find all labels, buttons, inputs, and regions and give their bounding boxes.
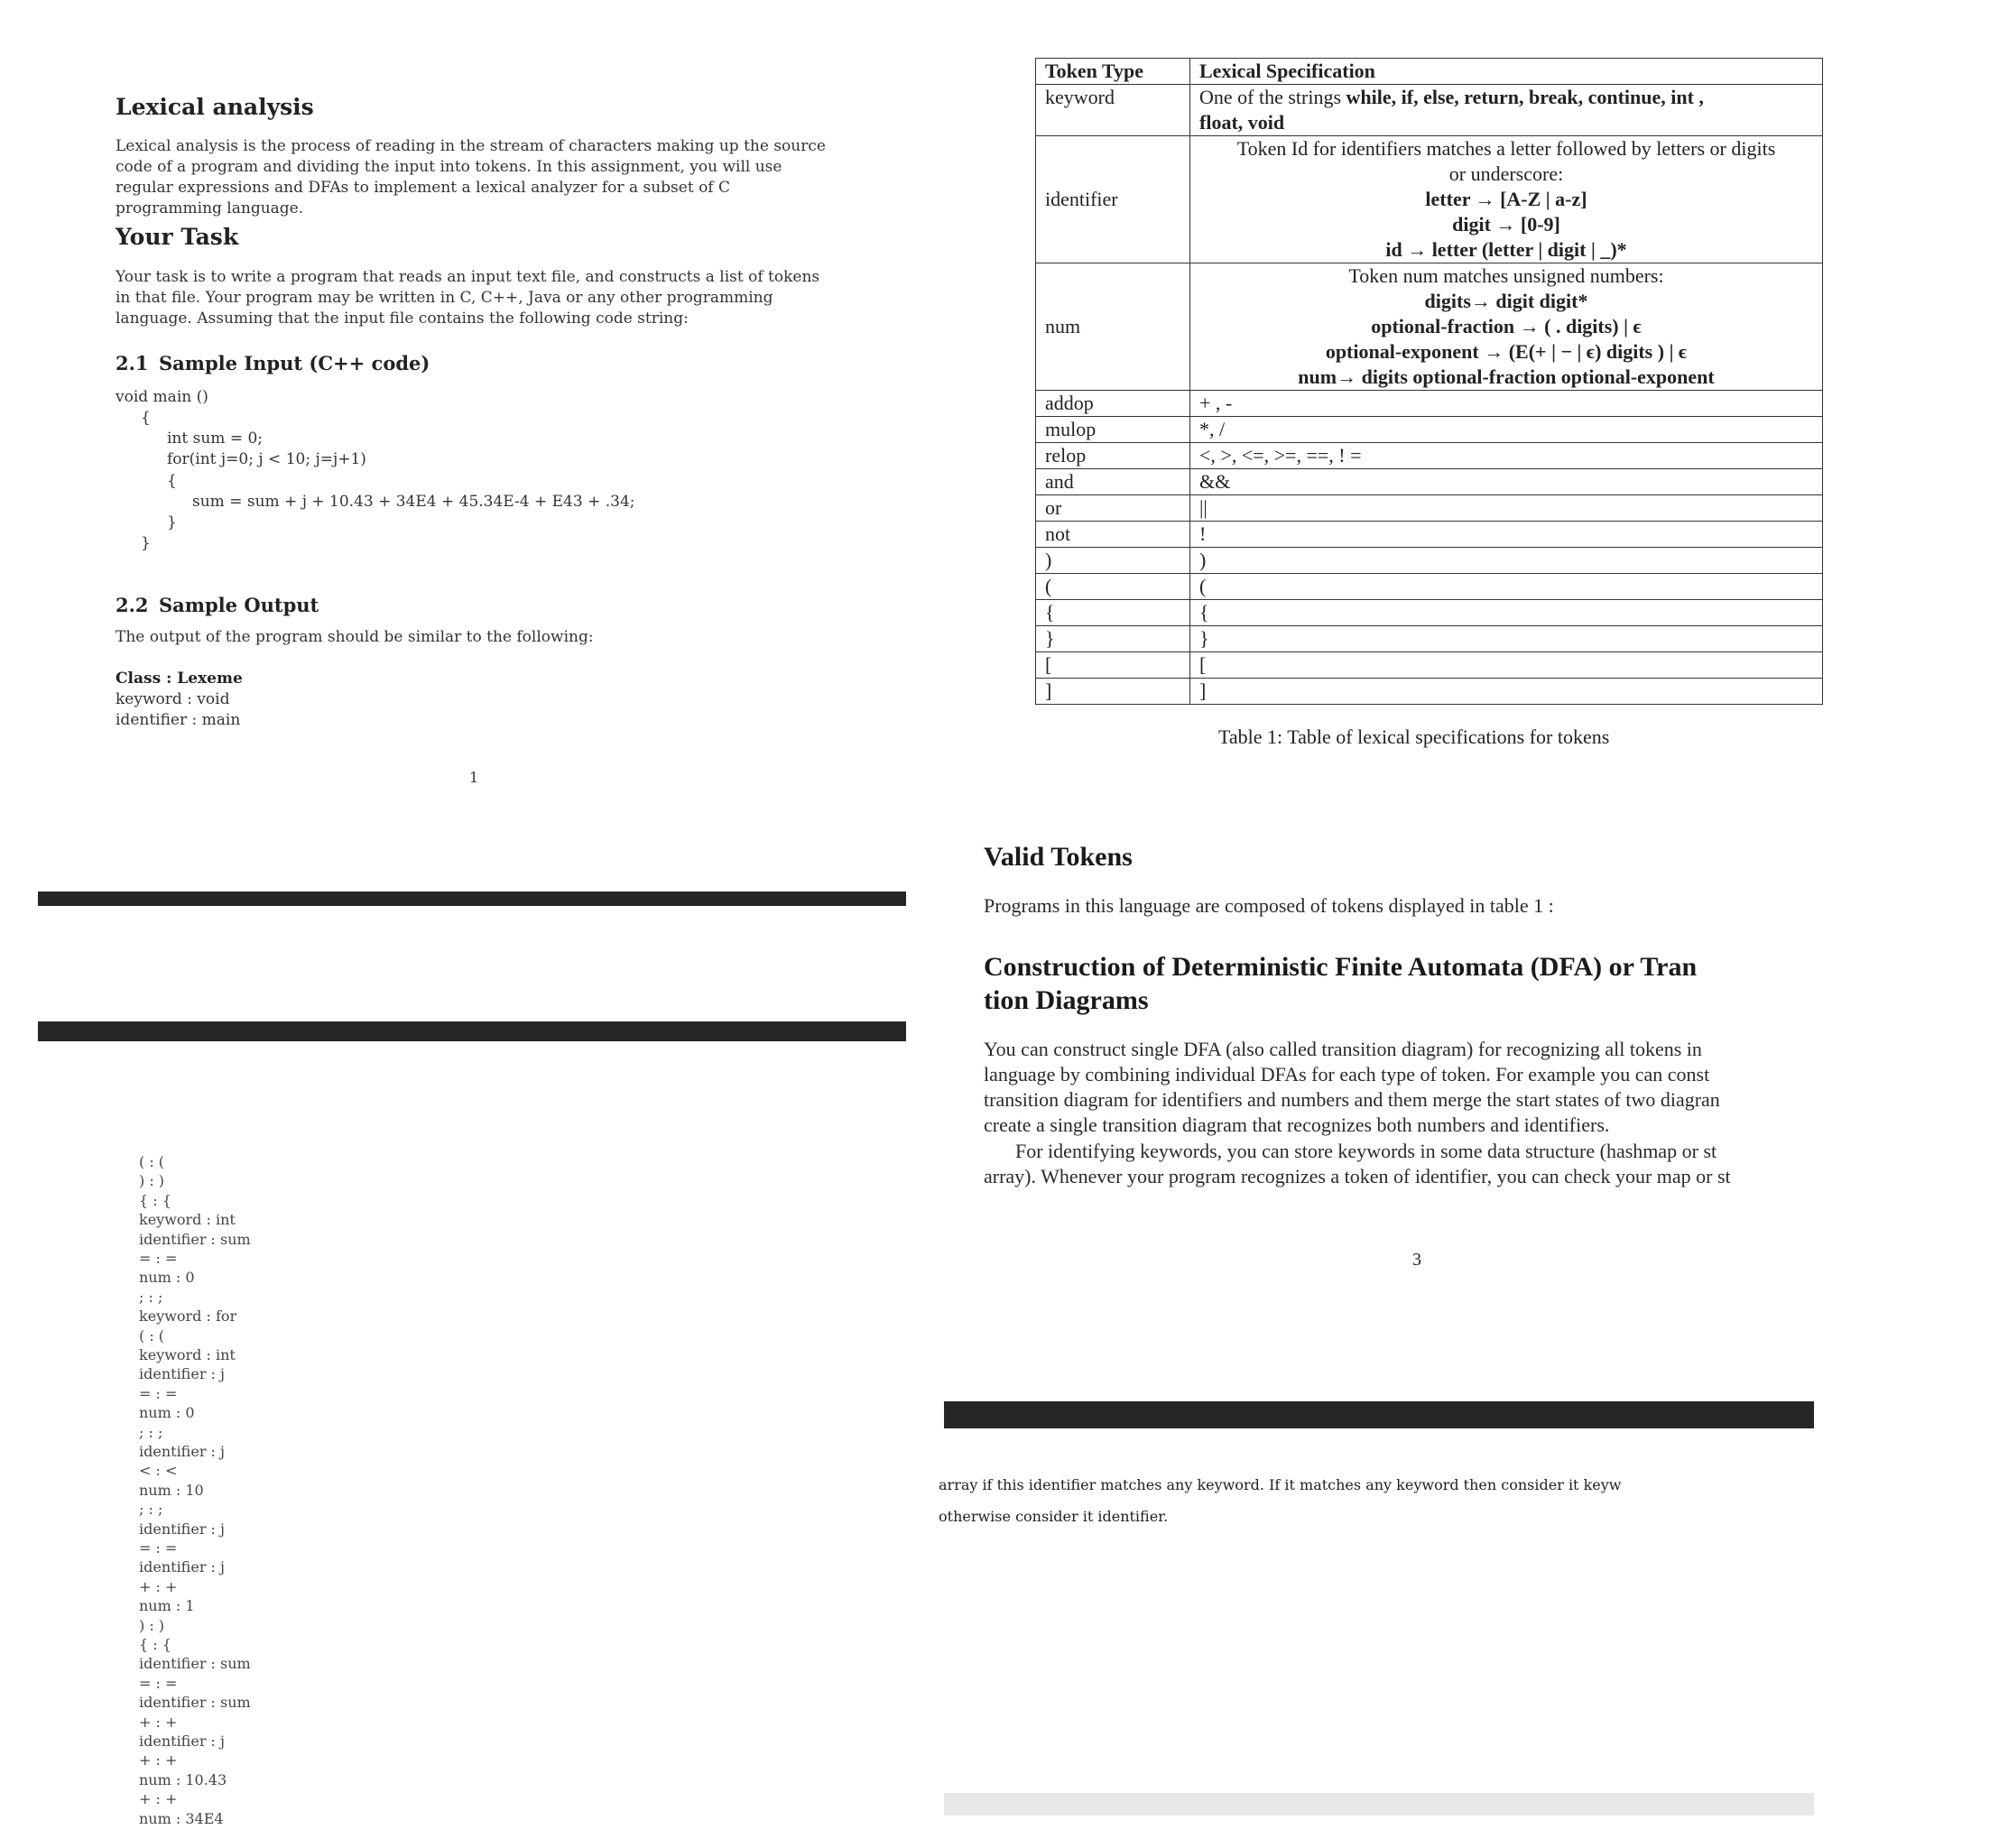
token-output-line: + : + [139, 1577, 178, 1595]
token-output-line: + : + [139, 1751, 178, 1769]
dfa-paragraph-line: transition diagram for identifiers and numbers and them merge the start states of two diagran [984, 1088, 1720, 1111]
section-title-your-task: Your Task [116, 224, 239, 250]
header-token-type: Token Type [1036, 59, 1190, 85]
section-title-lexical-analysis: Lexical analysis [116, 94, 314, 120]
table-row [1036, 600, 1823, 626]
token-type-cell: not [1036, 522, 1190, 548]
spec-cell: ( [1190, 574, 1823, 600]
spec-keywords: while, if, else, return, break, continue, int , [1346, 86, 1704, 108]
token-output-line: num : 0 [139, 1404, 195, 1422]
dfa-paragraph-line: create a single transition diagram that recognizes both numbers and identifiers. [984, 1113, 1610, 1136]
token-output-line: identifier : j [139, 1732, 225, 1750]
token-type-cell: or [1036, 495, 1190, 522]
page-number: 3 [1412, 1250, 1421, 1270]
spec-text: One of the strings [1199, 86, 1342, 108]
table-row [1036, 391, 1823, 417]
page-4 [939, 1462, 1814, 1823]
dfa-paragraph-line: language by combining individual DFAs for each type of token. For example you can const [984, 1063, 1710, 1086]
section-title-dfa [984, 950, 1697, 1017]
token-output-line: num : 0 [139, 1269, 195, 1287]
token-output-line: = : = [139, 1674, 178, 1692]
paragraph-line: otherwise consider it identifier. [939, 1508, 1169, 1525]
token-output-line: num : 10 [139, 1481, 204, 1499]
token-output-line: identifier : sum [139, 1230, 251, 1248]
token-type-cell: ( [1036, 574, 1190, 600]
token-output-line: identifier : j [139, 1558, 225, 1576]
token-output-line: = : = [139, 1250, 178, 1267]
token-output-line: { : { [139, 1636, 171, 1653]
section-title-valid-tokens: Valid Tokens [984, 842, 1133, 872]
token-type-cell: } [1036, 626, 1190, 652]
page-1 [0, 0, 911, 889]
table-row [1036, 136, 1823, 263]
token-output-line: { : { [139, 1191, 171, 1209]
spec-cell: <, >, <=, >=, ==, ! = [1190, 443, 1823, 469]
subsection-number: 2.1 [116, 352, 149, 374]
heading-line: tion Diagrams [984, 985, 1149, 1015]
output-header: Class : Lexeme [116, 670, 243, 688]
spec-cell: ] [1190, 679, 1823, 705]
token-type-cell: and [1036, 469, 1190, 495]
table-row [1036, 417, 1823, 443]
table-row [1036, 443, 1823, 469]
subsection-sample-output [116, 594, 319, 616]
code-line: { [167, 472, 177, 490]
page-separator-bar [944, 1401, 1814, 1428]
token-output-line: < : < [139, 1462, 178, 1480]
table-caption: Table 1: Table of lexical specifications for tokens [1218, 725, 1610, 748]
page-separator-bar [38, 1021, 906, 1041]
spec-cell: && [1190, 469, 1823, 495]
spec-cell: ) [1190, 548, 1823, 574]
token-output-line: identifier : sum [139, 1655, 251, 1673]
page-edge-shadow [944, 1793, 1814, 1816]
spec-cell: [ [1190, 652, 1823, 679]
spec-text: Token num matches unsigned numbers: [1348, 264, 1664, 287]
spec-keywords: float, void [1199, 111, 1285, 134]
token-output-line: = : = [139, 1539, 178, 1557]
code-line: } [167, 513, 177, 531]
token-output-line: keyword : int [139, 1346, 236, 1363]
table-row [1036, 469, 1823, 495]
token-type-cell: [ [1036, 652, 1190, 679]
page-2 [0, 1047, 911, 1827]
subsection-sample-input [116, 352, 430, 374]
token-output-line: keyword : for [139, 1307, 237, 1326]
token-type-cell: ) [1036, 548, 1190, 574]
token-output-line: ) : ) [139, 1616, 165, 1634]
token-output-line: ( : ( [139, 1326, 165, 1344]
token-type-cell: ] [1036, 679, 1190, 705]
output-line: keyword : void [116, 690, 230, 708]
spec-cell: + , - [1190, 391, 1823, 417]
spec-rule: optional-exponent → (E(+ | − | ϵ) digits ) | ϵ [1325, 340, 1688, 363]
token-output-line: + : + [139, 1790, 178, 1808]
spec-rule: id → letter (letter | digit | _)* [1385, 238, 1627, 261]
code-line: } [141, 534, 151, 552]
output-line: identifier : main [116, 711, 241, 729]
valid-tokens-paragraph: Programs in this language are composed of tokens displayed in table 1 : [984, 894, 1554, 917]
intro-paragraph: Lexical analysis is the process of reading in the stream of characters making up the source code of a program and dividing the input into tokens. In this assignment, you will use regular expressions and DFAs to implement a lexical analyzer for a subset of C programming language. [116, 137, 826, 217]
token-output-line: ) : ) [139, 1172, 165, 1190]
table-row [1036, 548, 1823, 574]
dfa-paragraph-line: You can construct single DFA (also called transition diagram) for recognizing all tokens in [984, 1038, 1702, 1060]
task-paragraph: Your task is to write a program that reads an input text file, and constructs a list of tokens in that file. Your program may be written in C, C++, Java or any other programming language. Assuming that the input file contains the following code string: [116, 268, 820, 328]
page-number: 1 [469, 769, 479, 786]
table-header-row [1036, 59, 1823, 85]
page-separator-bar [38, 892, 906, 906]
table-row [1036, 263, 1823, 391]
token-type-cell: addop [1036, 391, 1190, 417]
token-output-line: identifier : sum [139, 1694, 251, 1712]
code-line: int sum = 0; [167, 430, 264, 448]
paragraph-line: array if this identifier matches any keyword. If it matches any keyword then consider it keyw [939, 1476, 1622, 1493]
spec-rule: num→ digits optional-fraction optional-exponent [1298, 365, 1715, 388]
table-row [1036, 679, 1823, 705]
token-type-cell: keyword [1036, 85, 1190, 136]
spec-cell [1190, 263, 1823, 391]
spec-rule: letter → [A-Z | a-z] [1425, 188, 1587, 210]
spec-cell: { [1190, 600, 1823, 626]
dfa-paragraph-line: For identifying keywords, you can store keywords in some data structure (hashmap or st [1015, 1140, 1717, 1162]
token-output-line: + : + [139, 1713, 178, 1731]
token-output-line: keyword : int [139, 1211, 236, 1229]
code-line: { [141, 409, 151, 427]
spec-cell: *, / [1190, 417, 1823, 443]
spec-rule: digit → [0-9] [1452, 213, 1560, 236]
token-output-line: ; : ; [139, 1501, 163, 1519]
output-paragraph: The output of the program should be similar to the following: [116, 628, 594, 646]
token-output-line: identifier : j [139, 1365, 225, 1383]
code-line: sum = sum + j + 10.43 + 34E4 + 45.34E-4 + E43 + .34; [192, 493, 635, 511]
header-lexical-specification: Lexical Specification [1190, 59, 1823, 85]
subsection-number: 2.2 [116, 594, 149, 616]
token-type-cell: relop [1036, 443, 1190, 469]
table-row [1036, 495, 1823, 522]
spec-cell [1190, 136, 1823, 263]
token-output-line: num : 34E4 [139, 1809, 224, 1827]
dfa-paragraph-line: array). Whenever your program recognizes a token of identifier, you can check your map or st [984, 1165, 1731, 1187]
token-output-line: ; : ; [139, 1423, 163, 1441]
token-output-line: identifier : j [139, 1443, 225, 1460]
token-type-cell: mulop [1036, 417, 1190, 443]
token-output-line: = : = [139, 1384, 178, 1402]
code-line: for(int j=0; j < 10; j=j+1) [167, 450, 366, 468]
token-specification-table [1035, 58, 1823, 705]
table-row [1036, 626, 1823, 652]
table-row [1036, 85, 1823, 136]
token-output-line: num : 10.43 [139, 1770, 227, 1788]
subsection-title: Sample Input (C++ code) [159, 352, 430, 374]
token-type-cell: identifier [1036, 136, 1190, 263]
spec-rule: optional-fraction → ( . digits) | ϵ [1371, 315, 1642, 337]
token-output-line: ( : ( [139, 1153, 165, 1170]
page-3 [939, 0, 1814, 1444]
spec-cell [1190, 85, 1823, 136]
token-output-line: identifier : j [139, 1520, 225, 1538]
token-output-line: num : 1 [139, 1597, 195, 1615]
table-row [1036, 574, 1823, 600]
table-row [1036, 652, 1823, 679]
heading-line: Construction of Deterministic Finite Automata (DFA) or Tran [984, 952, 1698, 982]
table-row [1036, 522, 1823, 548]
spec-text: Token Id for identifiers matches a letter followed by letters or digits [1236, 137, 1776, 160]
spec-cell: || [1190, 495, 1823, 522]
spec-rule: digits→ digit digit* [1424, 290, 1588, 312]
spec-text: or underscore: [1448, 162, 1564, 185]
code-line: void main () [116, 388, 208, 406]
spec-cell: } [1190, 626, 1823, 652]
subsection-title: Sample Output [159, 594, 319, 616]
token-output-line: ; : ; [139, 1288, 163, 1306]
token-type-cell: { [1036, 600, 1190, 626]
token-type-cell: num [1036, 263, 1190, 391]
spec-cell: ! [1190, 522, 1823, 548]
